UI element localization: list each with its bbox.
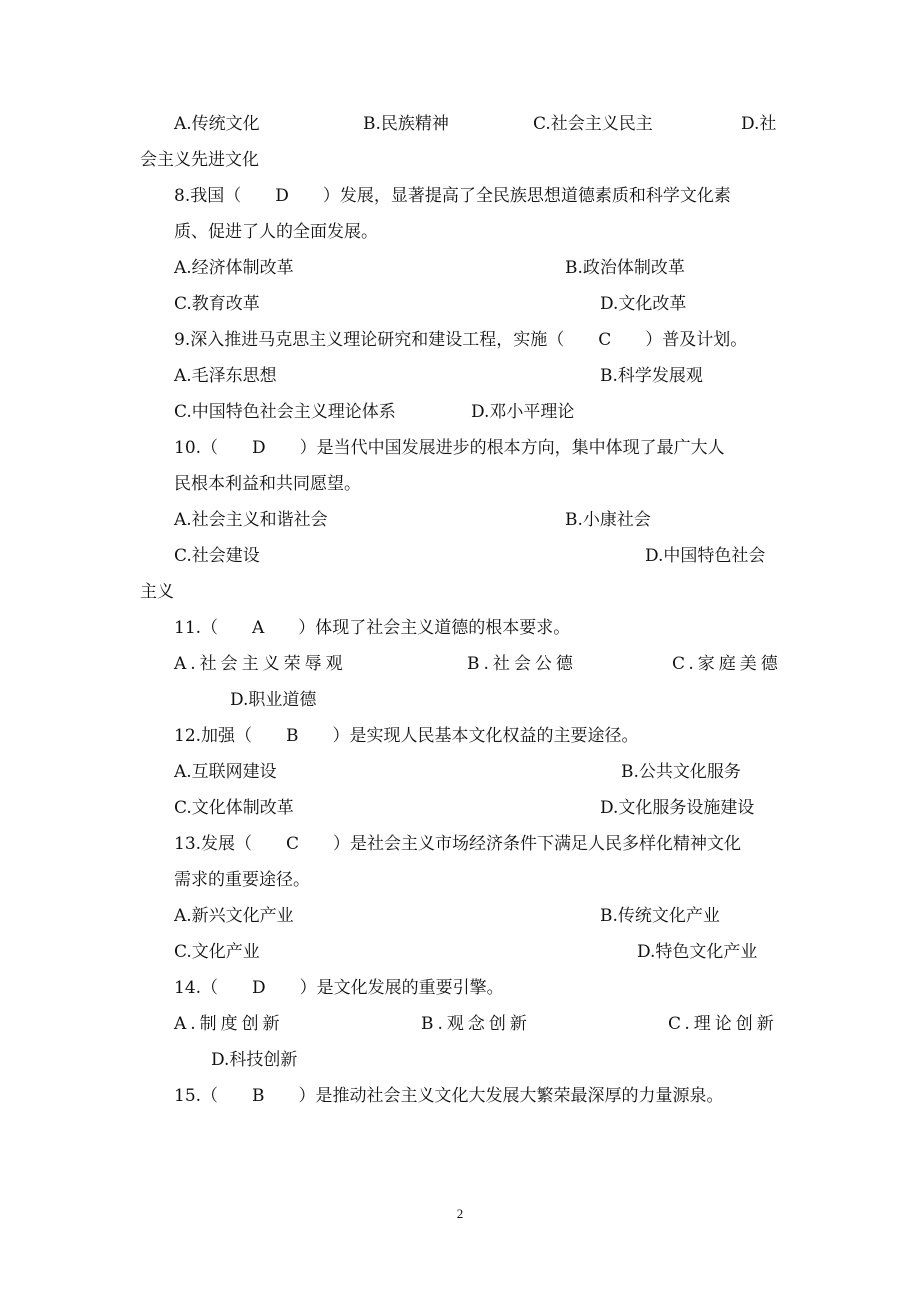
option-14d: D.科技创新 [211, 1050, 298, 1070]
option-14c: C.理论创新 [668, 1014, 778, 1034]
option-11a: A.社会主义荣辱观 [174, 654, 347, 674]
option-11c: C.家庭美德 [672, 654, 782, 674]
option-9a: A.毛泽东思想 [174, 366, 277, 386]
question-15: 15.（ B ）是推动社会主义文化大发展大繁荣最深厚的力量源泉。 [174, 1086, 724, 1106]
option-7c: C.社会主义民主 [533, 114, 653, 134]
option-7b: B.民族精神 [363, 114, 449, 134]
option-7d: D.社 [741, 114, 777, 134]
question-13-continued: 需求的重要途径。 [174, 870, 310, 890]
question-8-continued: 质、促进了人的全面发展。 [174, 222, 378, 242]
option-11d: D.职业道德 [230, 690, 317, 710]
question-13: 13.发展（ C ）是社会主义市场经济条件下满足人民多样化精神文化 [174, 834, 742, 854]
question-9: 9.深入推进马克思主义理论研究和建设工程，实施（ C ）普及计划。 [174, 330, 748, 350]
option-8d: D.文化改革 [600, 294, 687, 314]
option-8a: A.经济体制改革 [174, 258, 294, 278]
option-7a: A.传统文化 [174, 114, 260, 134]
option-10c: C.社会建设 [174, 546, 260, 566]
option-14b: B.观念创新 [421, 1014, 531, 1034]
question-10: 10.（ D ）是当代中国发展进步的根本方向，集中体现了最广大人 [174, 438, 725, 458]
page-number: 2 [456, 1206, 464, 1221]
option-9b: B.科学发展观 [600, 366, 703, 386]
question-12: 12.加强（ B ）是实现人民基本文化权益的主要途径。 [174, 726, 639, 746]
option-10d: D.中国特色社会 [645, 546, 766, 566]
option-9d: D.邓小平理论 [471, 402, 575, 422]
question-14: 14.（ D ）是文化发展的重要引擎。 [174, 978, 504, 998]
question-11: 11.（ A ）体现了社会主义道德的根本要求。 [174, 618, 571, 638]
option-14a: A.制度创新 [174, 1014, 284, 1034]
option-12a: A.互联网建设 [174, 762, 277, 782]
option-10b: B.小康社会 [565, 510, 651, 530]
option-13d: D.特色文化产业 [637, 942, 758, 962]
question-8: 8.我国（ D ）发展，显著提高了全民族思想道德素质和科学文化素 [174, 186, 731, 206]
option-10d-continued: 主义 [140, 582, 174, 602]
option-11b: B.社会公德 [467, 654, 577, 674]
option-12c: C.文化体制改革 [174, 798, 294, 818]
option-13c: C.文化产业 [174, 942, 260, 962]
option-12b: B.公共文化服务 [621, 762, 741, 782]
option-13b: B.传统文化产业 [600, 906, 720, 926]
option-8c: C.教育改革 [174, 294, 260, 314]
option-13a: A.新兴文化产业 [174, 906, 294, 926]
option-9c: C.中国特色社会主义理论体系 [174, 402, 396, 422]
option-8b: B.政治体制改革 [565, 258, 685, 278]
option-10a: A.社会主义和谐社会 [174, 510, 328, 530]
option-12d: D.文化服务设施建设 [600, 798, 755, 818]
question-10-continued: 民根本利益和共同愿望。 [174, 474, 361, 494]
option-7d-continued: 会主义先进文化 [140, 150, 259, 170]
